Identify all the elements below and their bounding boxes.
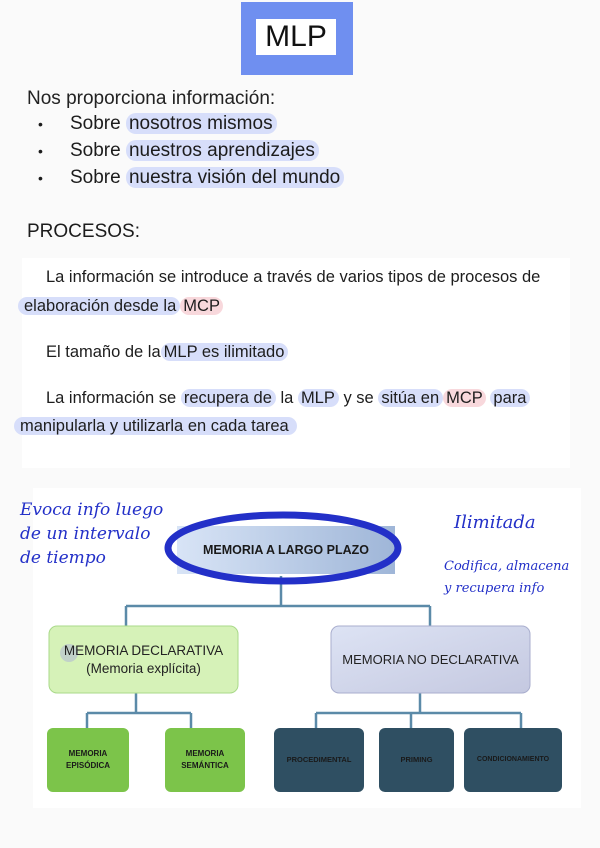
bullet-prefix: Sobre xyxy=(70,113,126,134)
bullet-highlight: nuestros aprendizajes xyxy=(126,140,319,161)
no-declarativa-node: MEMORIA NO DECLARATIVA xyxy=(342,652,519,667)
handwritten-note-right xyxy=(444,556,569,600)
note-line: Codifica, almacena xyxy=(444,559,570,574)
bullet-item xyxy=(38,110,344,137)
episodica-node xyxy=(47,728,129,792)
bullet-prefix: Sobre xyxy=(70,167,126,188)
episodica-line1: MEMORIA xyxy=(68,749,108,758)
highlight: recupera de xyxy=(181,389,276,407)
highlight: MLP xyxy=(298,389,339,407)
para1-line1: La información se introduce a través de varios tipos de procesos de xyxy=(46,268,541,286)
para2-text: El tamaño de la xyxy=(46,343,161,361)
note-line: de un intervalo xyxy=(20,524,151,544)
declarativa-node xyxy=(49,626,238,693)
semantica-line1: MEMORIA xyxy=(185,749,225,758)
bullet-item xyxy=(38,137,344,164)
note-line: Evoca info luego xyxy=(20,500,164,520)
highlight-pink: MCP xyxy=(180,297,223,315)
handwritten-note-left xyxy=(20,498,163,570)
declarativa-label: MEMORIA DECLARATIVA xyxy=(63,642,224,658)
handwritten-note-ilimitada: Ilimitada xyxy=(454,512,536,533)
bullet-dot: • xyxy=(38,170,43,186)
para3-text: la xyxy=(280,389,294,407)
para3-line2 xyxy=(14,417,297,436)
priming-node: PRIMING xyxy=(400,755,433,764)
note-line: y recupera info xyxy=(444,581,545,596)
highlight: sitúa en xyxy=(378,389,443,407)
bullet-prefix: Sobre xyxy=(70,140,126,161)
para1-line2 xyxy=(18,297,223,316)
highlight: manipularla y utilizarla en cada tarea xyxy=(14,417,297,435)
bullet-dot: • xyxy=(38,116,43,132)
bullet-item xyxy=(38,164,344,191)
declarativa-sub-label: (Memoria explícita) xyxy=(86,660,201,676)
bullet-highlight: nosotros mismos xyxy=(126,113,277,134)
page-title: MLP xyxy=(256,19,336,55)
para3-text: La información se xyxy=(46,389,177,407)
title-box xyxy=(241,2,353,75)
procedimental-node: PROCEDIMENTAL xyxy=(286,755,352,764)
para3-text: y se xyxy=(343,389,374,407)
para3-line1 xyxy=(46,389,530,408)
bullet-highlight: nuestra visión del mundo xyxy=(126,167,344,188)
highlight: MLP es ilimitado xyxy=(161,343,289,361)
root-node: MEMORIA A LARGO PLAZO xyxy=(203,543,369,557)
note-line: de tiempo xyxy=(20,548,106,568)
highlight-pink: MCP xyxy=(443,389,486,407)
semantica-node xyxy=(165,728,245,792)
highlight: elaboración desde la xyxy=(18,297,180,315)
highlight: para xyxy=(490,389,530,407)
text-card xyxy=(22,258,570,468)
bullet-dot: • xyxy=(38,143,43,159)
intro-text: Nos proporciona información: xyxy=(27,88,276,109)
para2 xyxy=(46,343,288,362)
bullet-list xyxy=(38,110,344,191)
section-heading-procesos: PROCESOS: xyxy=(27,221,140,242)
episodica-line2: EPISÓDICA xyxy=(65,761,110,770)
condicionamiento-node: CONDICIONAMIENTO xyxy=(476,756,550,763)
semantica-line2: SEMÁNTICA xyxy=(181,761,229,770)
